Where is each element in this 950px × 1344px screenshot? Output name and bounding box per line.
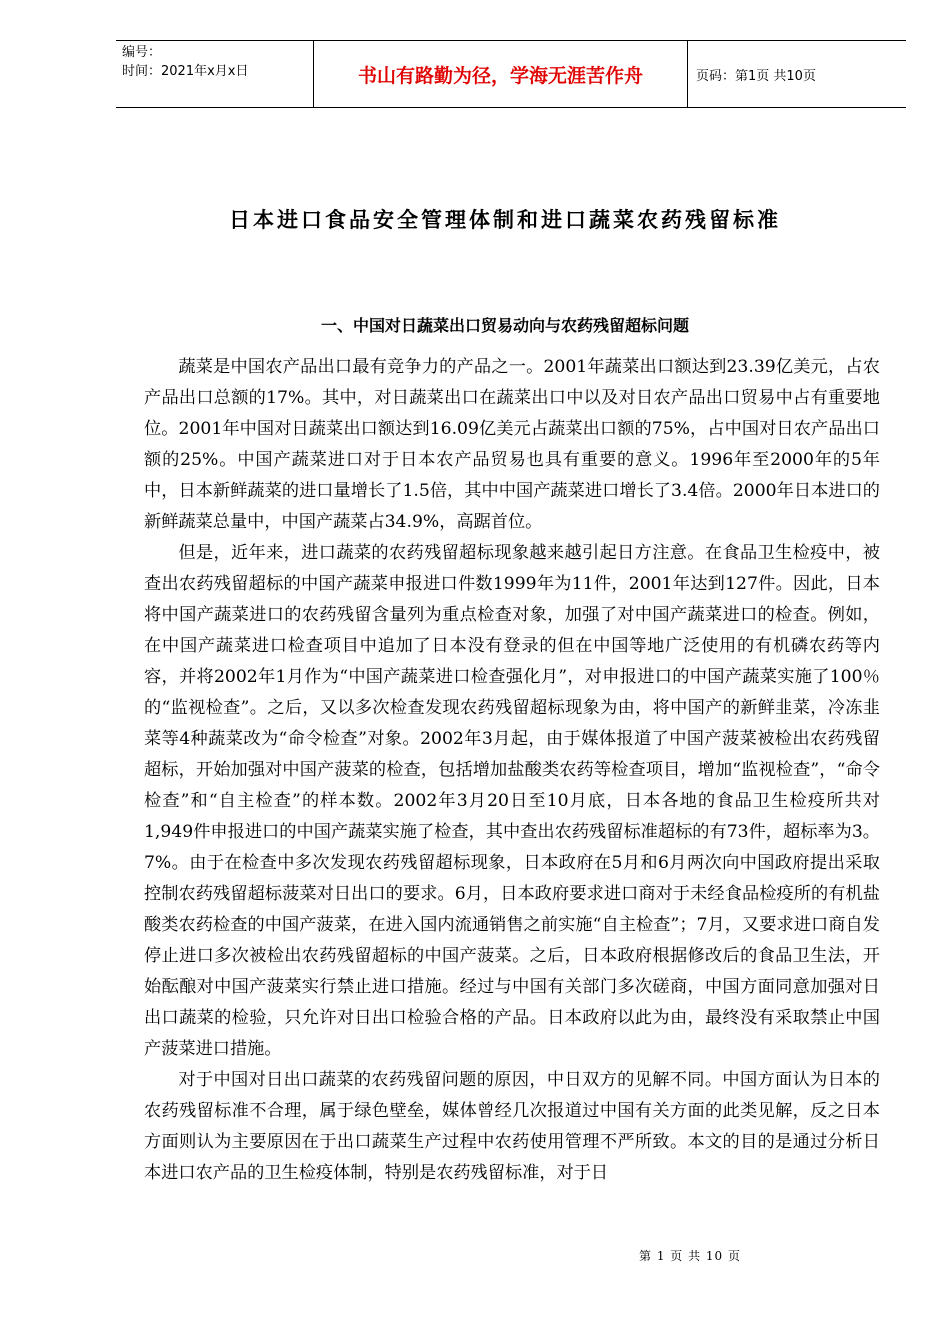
time-label: 时间：2021年x月x日 — [122, 64, 249, 79]
motto: 书山有路勤为径，学海无涯苦作舟 — [314, 41, 688, 107]
section-title: 一、中国对日蔬菜出口贸易动向与农药残留超标问题 — [320, 316, 689, 335]
paragraph: 蔬菜是中国农产品出口最有竞争力的产品之一。2001年蔬菜出口额达到23.39亿美元，占农产品出口总额的17%。其中，对日蔬菜出口在蔬菜出口中以及对日农产品出口贸易中占有重要地位。2001年中国对日蔬菜出口额达到16.09亿美元占蔬菜出口额的75%，占中国对日农产品出口额的25%。中国产蔬菜进口对于日本农产品贸易也具有重要的意义。1996年至2000年的5年中，日本新鲜蔬菜的进口量增长了1.5倍，其中中国产蔬菜进口增长了3.4倍。2000年日本进口的新鲜蔬菜总量中，中国产蔬菜占34.9%，高踞首位。 — [144, 357, 880, 532]
header-meta — [116, 41, 314, 107]
code-label: 编号： — [122, 45, 162, 60]
document-title: 日本进口食品安全管理体制和进口蔬菜农药残留标准 — [229, 207, 781, 232]
body-text — [144, 352, 880, 1189]
paragraph: 但是，近年来，进口蔬菜的农药残留超标现象越来越引起日方注意。在食品卫生检疫中，被查出农药残留超标的中国产蔬菜申报进口件数1999年为11件，2001年达到127件。因此，日本将中国产蔬菜进口的农药残留含量列为重点检查对象，加强了对中国产蔬菜进口的检查。例如，在中国产蔬菜进口检查项目中追加了日本没有登录的但在中国等地广泛使用的有机磷农药等内容，并将2002年1月作为“中国产蔬菜进口检查强化月”，对申报进口的中国产蔬菜实施了100％的“监视检查”。之后，又以多次检查发现农药残留超标现象为由，将中国产的新鲜韭菜，冷冻韭菜等4种蔬菜改为“命令检查”对象。2002年3月起，由于媒体报道了中国产菠菜被检出农药残留超标，开始加强对中国产菠菜的检查，包括增加盐酸类农药等检查项目，增加“监视检查”，“命令检查”和“自主检查”的样本数。2002年3月20日至10月底，日本各地的食品卫生检疫所共对1,949件申报进口的中国产蔬菜实施了检查，其中查出农药残留标准超标的有73件，超标率为3。7%。由于在检查中多次发现农药残留超标现象，日本政府在5月和6月两次向中国政府提出采取控制农药残留超标菠菜对日出口的要求。6月，日本政府要求进口商对于未经食品检疫所的有机盐酸类农药检查的中国产菠菜，在进入国内流通销售之前实施“自主检查”；7月，又要求进口商自发停止进口多次被检出农药残留超标的中国产菠菜。之后，日本政府根据修改后的食品卫生法，开始酝酿对中国产菠菜实行禁止进口措施。经过与中国有关部门多次磋商，中国方面同意加强对日出口蔬菜的检验，只允许对日出口检验合格的产品。日本政府以此为由，最终没有采取禁止中国产菠菜进口措施。 — [144, 543, 880, 1059]
header-table — [116, 40, 906, 108]
page-label: 页码：第1页 共10页 — [696, 68, 816, 84]
paragraph: 对于中国对日出口蔬菜的农药残留问题的原因，中日双方的见解不同。中国方面认为日本的农药残留标准不合理，属于绿色壁垒，媒体曾经几次报道过中国有关方面的此类见解，反之日本方面则认为主要原因在于出口蔬菜生产过程中农药使用管理不严所致。本文的目的是通过分析日本进口农产品的卫生检疫体制，特别是农药残留标准，对于日 — [144, 1070, 880, 1183]
page-footer: 第 1 页 共 10 页 — [639, 1249, 741, 1263]
